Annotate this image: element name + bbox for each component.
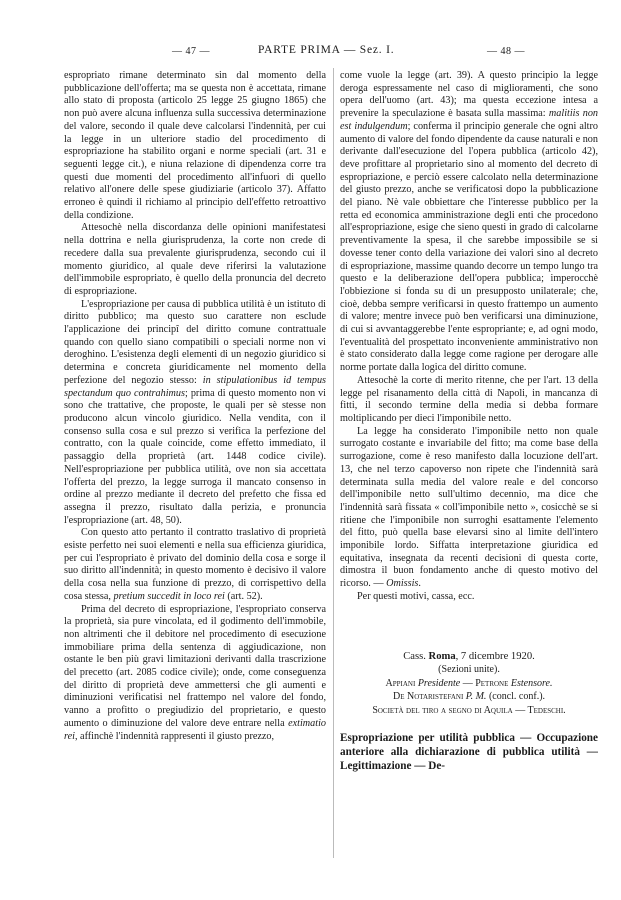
judges-line [340, 677, 598, 691]
parties-line: Società del tiro a segno di Aquila — Tedeschi. [372, 704, 566, 716]
paragraph [340, 426, 598, 591]
massima-heading: Espropriazione per utilità pubblica — Occupazione anteriore alla dichiarazione di pubblica utilità — Legittimazione — De- [340, 732, 598, 773]
latin-phrase: extimatio rei [64, 717, 327, 742]
text-run: L'espropriazione per causa di pubblica utilità è un istituto di diritto pubblico; ma questo suo carattere non esclude l'applicazione dei principî del diritto comune contrattuale quando con quello siano compatibili o speciali norme non vi deroghino. L'esistenza degli elementi di un negozio giuridico si determina e concreta giuridicamente nel momento della perfezione del negozio stesso: [64, 298, 326, 386]
text-run: ; prima di questo momento non vi sono che trattative, che proposte, le quali per sè stesse non producono alcun vincolo giuridico. Nella vendita, con il consenso sulla cosa e sul prezzo si verifica la perfezione del contratto, con la quale coincide, come effetto immediato, il passaggio della proprietà (art. 1448 codice civile). Nell'espropriazione per pubblica utilità, ove non sia accettata l'offerta del prezzo, la legge surroga il mancato consenso in ordine al prezzo mediante il decreto del prefetto che fissa ed assegna il prezzo, risultato dalla perizia, e pronuncia l'espropriazione (art. 48, 50). [64, 387, 326, 526]
page-number-right: — 48 — [487, 46, 525, 57]
sections-line: (Sezioni unite). [438, 664, 500, 676]
decision-date: , 7 dicembre 1920. [455, 650, 535, 662]
paragraph: Per questi motivi, cassa, ecc. [357, 590, 475, 602]
paragraph: espropriato rimane determinato sin dal momento della pubblicazione dell'offerta; ma se questa non è accettata, rimane allo stato di proposta (articolo 25 legge 25 giugno 1865) che non può avere alcuna influenza sulla successiva determinazione del valore, secondo il quale deve calcolarsi l'indennità, per cui la legge in un ulteriore stadio del procedimento di espropriazione ha stabilito organi e norme speciali (art. 31 e seguenti legge cit.), e niuna relazione di dipendenza corre tra questi due momenti del procedimento all'infuori di quello relativo all'onere delle spese giudiziarie (articolo 37). Affatto erroneo è quindi il richiamo al principio dell'effetto retroattivo della condizione. [64, 70, 326, 221]
text-run: Con questo atto pertanto il contratto traslativo di proprietà esiste perfetto nei suoi elementi e nella sua efficienza giuridica, per cui l'espropriato è privato del dominio della cosa e sorge il suo diritto all'indennità; in questo momento è decisivo il valore della cosa nella sua funzione di prezzo, di corrispettivo della cosa stessa, [64, 527, 326, 602]
pm-line [340, 690, 598, 704]
text-run: , affinchè l'indennità rappresenti il giusto prezzo, [74, 730, 275, 742]
pm-name: De Notaristefani [392, 691, 464, 703]
court-line [340, 650, 598, 664]
paragraph: Attesochè nella discordanza delle opinioni manifestatesi nella dottrina e nella giurisprudenza, la corte non crede di recedere dalla sua prevalente giurisprudenza, secondo cui il momento giuridico, al quale deve riferirsi la valutazione dell'immobile espropriato, è quello della pronuncia del decreto di espropriazione. [64, 222, 326, 297]
latin-phrase: in stipulationibus id tempus spectandum quo contrahimus [64, 374, 326, 399]
paragraph [64, 527, 326, 603]
text-run: La legge ha considerato l'imponibile netto non quale surrogato costante e invariabile del fitto; ma come base della surrogazione, come è reso manifesto dalla locuzione dell'art. 13, che nel terzo capoverso non ripete che l'indennità sarà determinata sulla media del valore reale e del concorso dell'imponibile netto sull'ultimo decennio, ma dice che l'indennità sarà fissata « coll'imponibile netto », cosicchè se si ritiene che l'imponibile non surroghi esattamente l'elemento del fitto, può quella base elevarsi sino al limite dell'intero imponibile lordo. Siffatta interpretazione giuridica ed equitativa, insegnata da recenti decisioni di questa corte, dimostra il buon fondamento anche di questo motivo del ricorso. — [340, 425, 598, 590]
left-column [64, 70, 326, 743]
paragraph: Attesochè la corte di merito ritenne, che per l'art. 13 della legge pel risanamento della città di Napoli, in mancanza di fitti, il secondo termine della media si debba formare moltiplicando per dieci l'imponibile netto. [340, 374, 598, 424]
paragraph [64, 299, 326, 528]
text-run: Prima del decreto di espropriazione, l'espropriato conserva la proprietà, sia pure vincolata, ed il godimento dell'immobile, non altrimenti che il debitore nel procedimento di esecuzione immobiliare prima della sentenza di aggiudicazione, non ostante le ben più gravi limitazioni derivanti dalla trascrizione del precetto (art. 2085 codice civile); onde, come conseguenza del diritto di proprietà deve ammettersi che gli aumenti e diminuzioni verificatisi nel frattempo nel valore del fondo, vanno a profitto o pregiudizio del proprietario, e questo aumento o diminuzione del valore deve entrare nella [64, 603, 326, 729]
latin-phrase: malitiis non est indulgendum [340, 108, 599, 132]
text-run: . [418, 578, 421, 590]
estensore-name: — Petrone [462, 677, 509, 689]
text-run: come vuole la legge (art. 39). A questo principio la legge deroga espressamente nel caso di miglioramenti, che sono opera dell'uomo (art. 43); ma questa eccezione intesa a prevenire la speculazione è basata sulla massima: [340, 70, 598, 120]
page-number-left: — 47 — [172, 46, 210, 57]
case-heading [340, 650, 598, 664]
president-role: Presidente [417, 677, 461, 689]
page-header [60, 44, 600, 60]
text-run: (art. 52). [227, 590, 263, 602]
column-divider [333, 68, 334, 858]
paragraph [340, 70, 598, 375]
pm-conclusion: (concl. conf.). [488, 691, 546, 703]
latin-phrase: pretium succedit in loco rei [113, 590, 225, 602]
omissis: Omissis [386, 578, 419, 590]
pm-role: P. M. [465, 691, 487, 703]
president-name: Appiani [385, 677, 416, 689]
running-title: PARTE PRIMA — Sez. I. [258, 44, 395, 56]
estensore-role: Estensore. [510, 677, 553, 689]
court-prefix: Cass. [403, 650, 426, 662]
text-run: ; conferma il principio generale che ogni altro aumento di valore del fondo dipendente da cause naturali e non derivante dall'esecuzione del l'opera pubblica (articolo 42), deve profittare al proprietario sino al momento del decreto di espropriazione, e perciò essere calcolato nella determinazione del giusto prezzo, anche se verificatosi dopo la pubblicazione del piano. Nè vale obbiettare che l'interesse pubblico per la retta ed economica amministrazione degli enti che procedono all'espropriazione, esige che sieno questi in grado di calcolarne preventivamente la spesa, il che sarebbe impossibile se si dovesse tener conto della variazione dei valori sino al decreto di espropriazione, massime quando decorre un tempo lungo tra questo e la deliberazione dell'opera pubblica; imperocchè l'obbiezione si fonda su di un presupposto unilaterale; che, cioè, debba sempre verificarsi in questo frattempo un aumento di valore; mentre invece può ben verificarsi una diminuzione, di cui si avvantaggerebbe l'ente espropriante; e, ad ogni modo, l'eventualità del prospettato inconveniente amministrativo non è stato considerato dalla legge come ragione per derogare alle norme portate dalla logica del diritto comune. [340, 120, 598, 374]
court-city: Roma [428, 650, 456, 662]
right-column [340, 70, 598, 774]
paragraph [64, 604, 326, 744]
